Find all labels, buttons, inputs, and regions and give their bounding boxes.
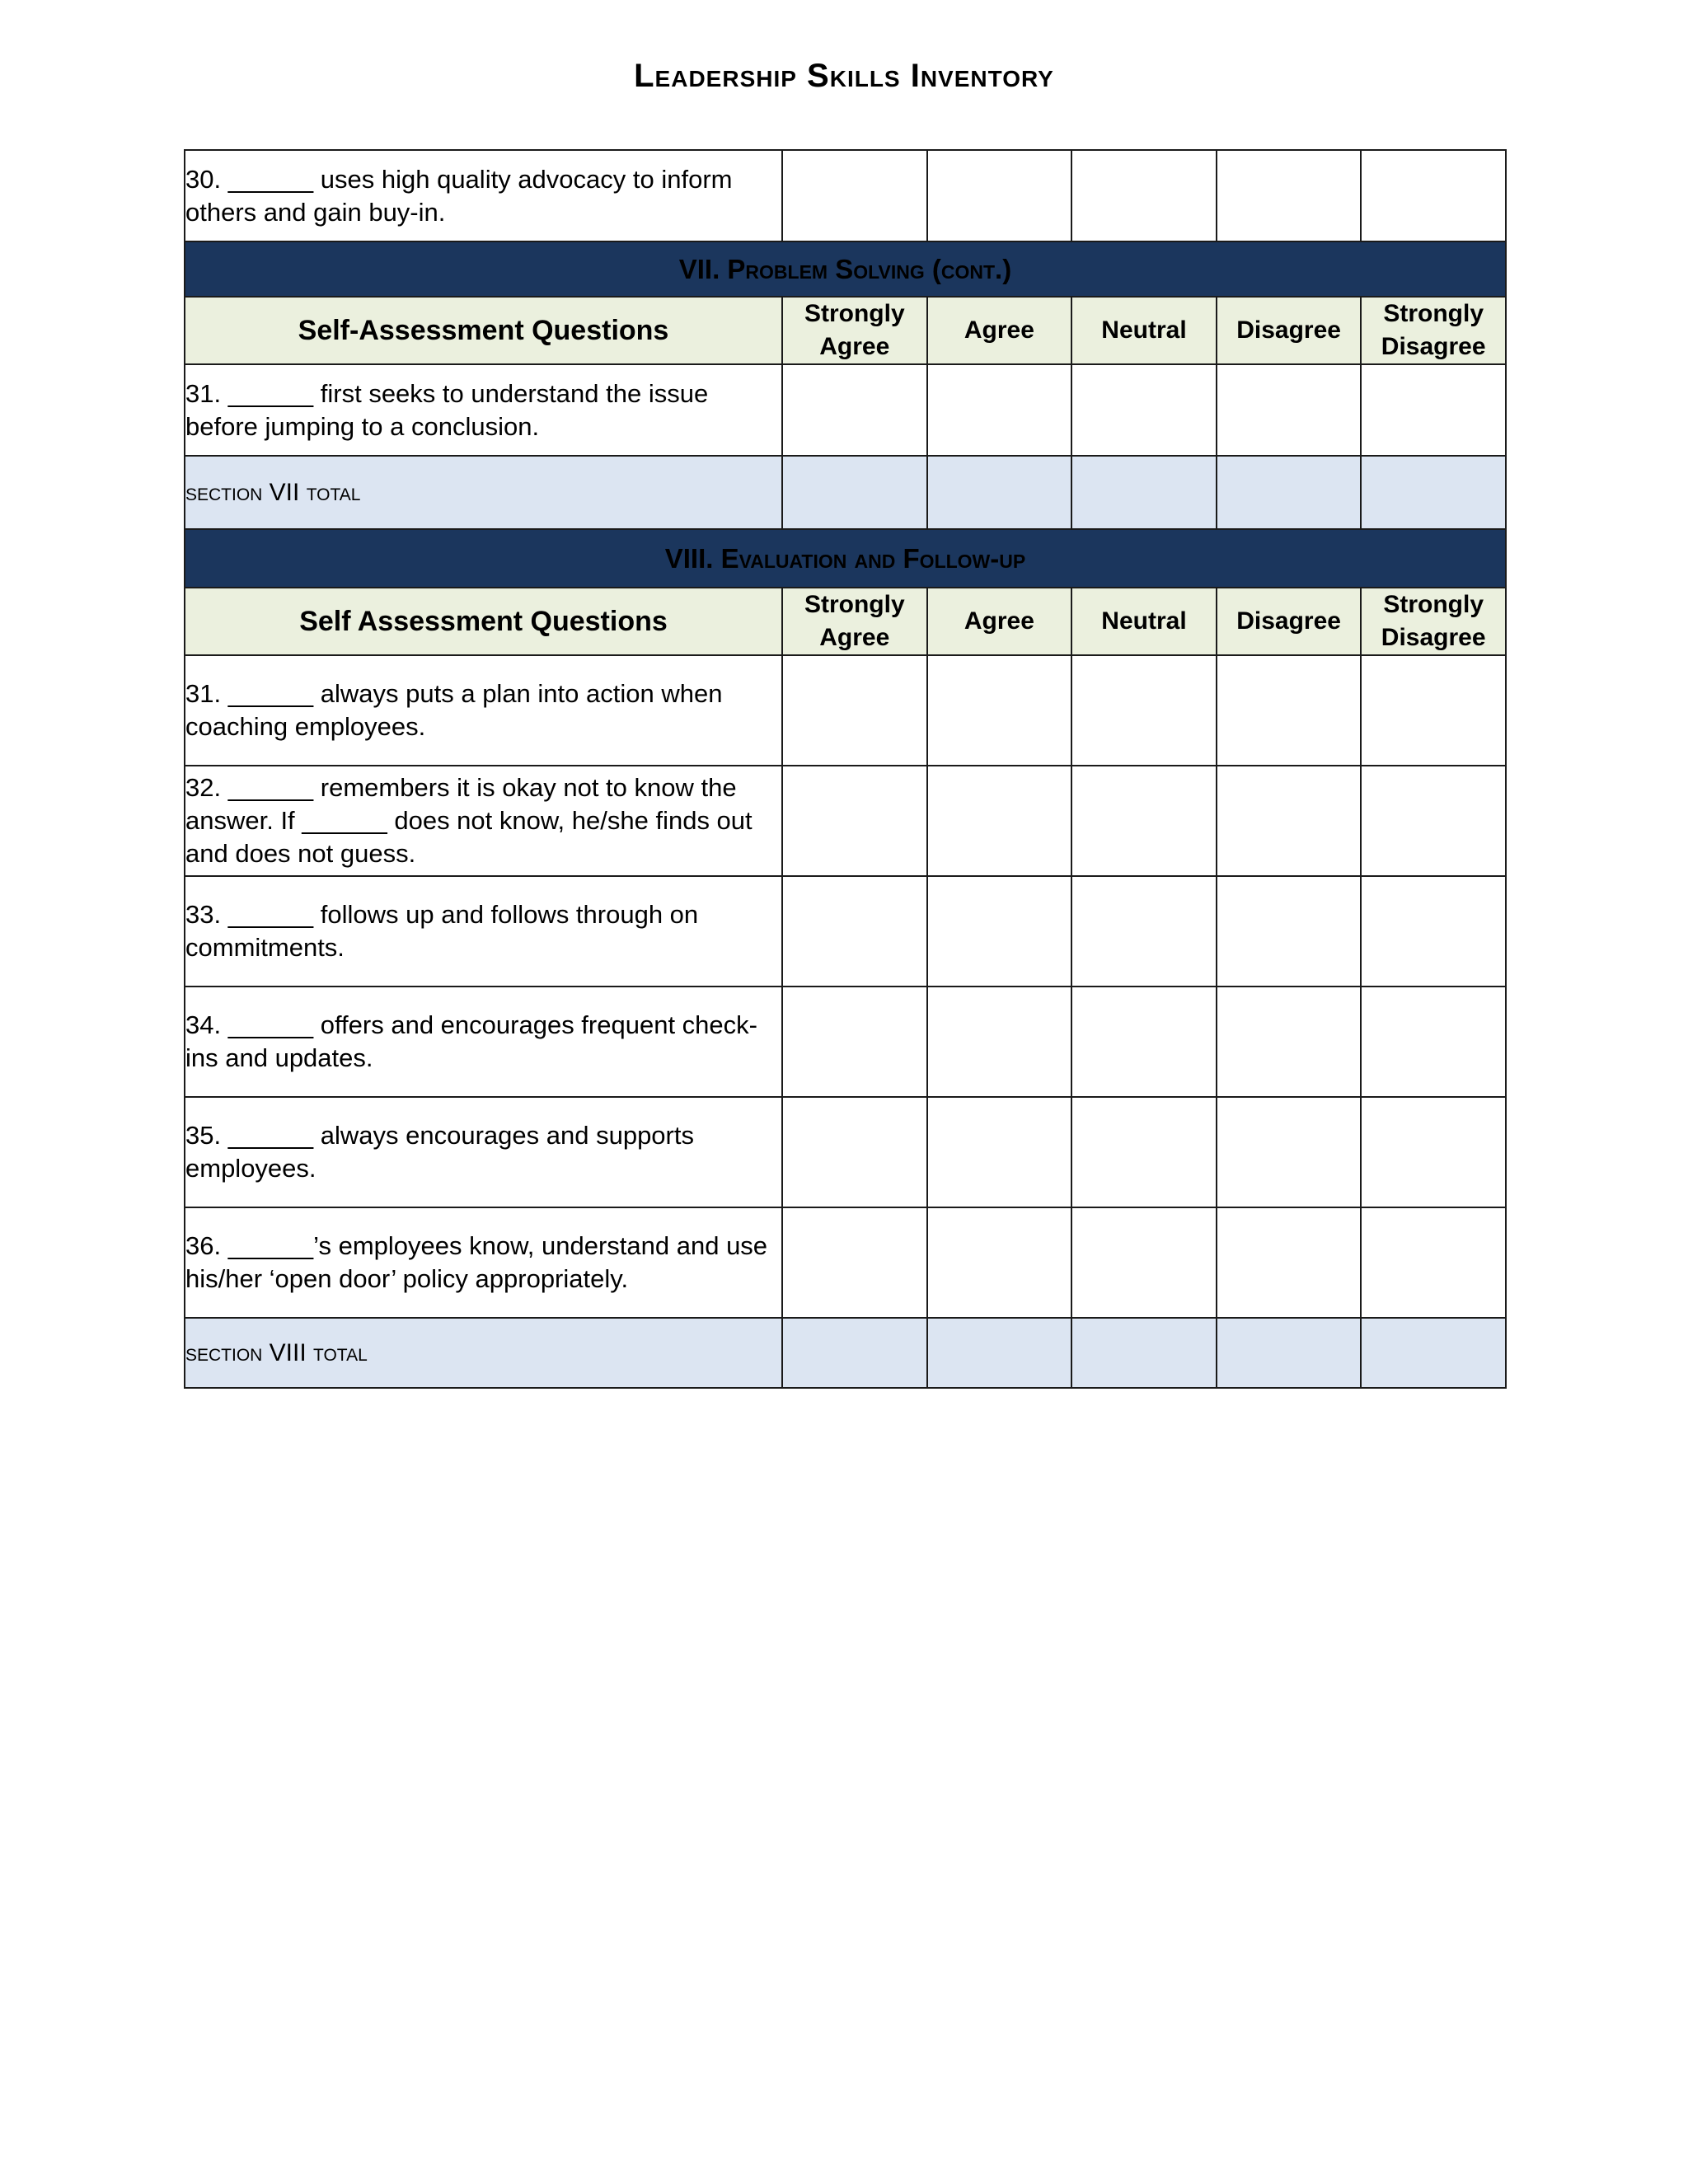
total-agree[interactable] bbox=[927, 456, 1072, 529]
total-disagree[interactable] bbox=[1217, 1318, 1362, 1388]
section-header-row bbox=[185, 241, 1506, 297]
response-strongly-disagree[interactable] bbox=[1361, 1207, 1506, 1318]
question-row bbox=[185, 364, 1506, 456]
response-neutral[interactable] bbox=[1071, 1097, 1217, 1207]
column-header-row bbox=[185, 297, 1506, 364]
column-header-neutral: Neutral bbox=[1071, 297, 1217, 364]
response-strongly-agree[interactable] bbox=[782, 766, 927, 876]
questions-column-header: Self-Assessment Questions bbox=[185, 297, 782, 364]
question-text: 31. ______ always puts a plan into action when coaching employees. bbox=[185, 655, 782, 766]
column-header-neutral: Neutral bbox=[1071, 588, 1217, 655]
total-strongly-agree[interactable] bbox=[782, 456, 927, 529]
section-total-row bbox=[185, 1318, 1506, 1388]
column-header-strongly-disagree: Strongly Disagree bbox=[1361, 297, 1506, 364]
response-neutral[interactable] bbox=[1071, 655, 1217, 766]
column-header-disagree: Disagree bbox=[1217, 588, 1362, 655]
question-row bbox=[185, 1097, 1506, 1207]
response-strongly-agree[interactable] bbox=[782, 987, 927, 1097]
response-neutral[interactable] bbox=[1071, 876, 1217, 987]
response-agree[interactable] bbox=[927, 876, 1072, 987]
response-strongly-disagree[interactable] bbox=[1361, 1097, 1506, 1207]
response-agree[interactable] bbox=[927, 150, 1072, 241]
response-disagree[interactable] bbox=[1217, 987, 1362, 1097]
question-row bbox=[185, 876, 1506, 987]
question-row bbox=[185, 1207, 1506, 1318]
section-viii-total-label: section VIII total bbox=[185, 1318, 782, 1388]
response-disagree[interactable] bbox=[1217, 766, 1362, 876]
section-total-row bbox=[185, 456, 1506, 529]
question-text: 30. ______ uses high quality advocacy to inform others and gain buy-in. bbox=[185, 150, 782, 241]
question-text: 33. ______ follows up and follows through on commitments. bbox=[185, 876, 782, 987]
total-disagree[interactable] bbox=[1217, 456, 1362, 529]
question-text: 35. ______ always encourages and supports employees. bbox=[185, 1097, 782, 1207]
response-neutral[interactable] bbox=[1071, 766, 1217, 876]
response-strongly-disagree[interactable] bbox=[1361, 364, 1506, 456]
section-vii-heading: VII. Problem Solving (cont.) bbox=[185, 241, 1506, 297]
response-strongly-agree[interactable] bbox=[782, 655, 927, 766]
column-header-strongly-disagree: Strongly Disagree bbox=[1361, 588, 1506, 655]
response-strongly-agree[interactable] bbox=[782, 1097, 927, 1207]
response-disagree[interactable] bbox=[1217, 1097, 1362, 1207]
question-row bbox=[185, 987, 1506, 1097]
questions-column-header: Self Assessment Questions bbox=[185, 588, 782, 655]
response-agree[interactable] bbox=[927, 987, 1072, 1097]
question-text: 34. ______ offers and encourages frequent check-ins and updates. bbox=[185, 987, 782, 1097]
section-header-row bbox=[185, 529, 1506, 588]
response-strongly-agree[interactable] bbox=[782, 364, 927, 456]
section-vii-total-label: section VII total bbox=[185, 456, 782, 529]
response-strongly-agree[interactable] bbox=[782, 150, 927, 241]
response-agree[interactable] bbox=[927, 1207, 1072, 1318]
total-agree[interactable] bbox=[927, 1318, 1072, 1388]
response-disagree[interactable] bbox=[1217, 364, 1362, 456]
question-text: 31. ______ first seeks to understand the issue before jumping to a conclusion. bbox=[185, 364, 782, 456]
response-strongly-disagree[interactable] bbox=[1361, 876, 1506, 987]
section-viii-heading: VIII. Evaluation and Follow-up bbox=[185, 529, 1506, 588]
question-text: 36. ______’s employees know, understand and use his/her ‘open door’ policy appropriately. bbox=[185, 1207, 782, 1318]
response-strongly-disagree[interactable] bbox=[1361, 987, 1506, 1097]
total-neutral[interactable] bbox=[1071, 456, 1217, 529]
page-title: Leadership Skills Inventory bbox=[634, 58, 1054, 94]
response-strongly-disagree[interactable] bbox=[1361, 150, 1506, 241]
total-strongly-agree[interactable] bbox=[782, 1318, 927, 1388]
total-strongly-disagree[interactable] bbox=[1361, 456, 1506, 529]
question-text: 32. ______ remembers it is okay not to know the answer. If ______ does not know, he/she finds out and does not guess. bbox=[185, 766, 782, 876]
response-disagree[interactable] bbox=[1217, 876, 1362, 987]
response-strongly-disagree[interactable] bbox=[1361, 655, 1506, 766]
response-neutral[interactable] bbox=[1071, 1207, 1217, 1318]
response-agree[interactable] bbox=[927, 364, 1072, 456]
response-disagree[interactable] bbox=[1217, 655, 1362, 766]
response-neutral[interactable] bbox=[1071, 987, 1217, 1097]
column-header-agree: Agree bbox=[927, 297, 1072, 364]
column-header-strongly-agree: Strongly Agree bbox=[782, 297, 927, 364]
response-disagree[interactable] bbox=[1217, 150, 1362, 241]
response-strongly-disagree[interactable] bbox=[1361, 766, 1506, 876]
response-neutral[interactable] bbox=[1071, 150, 1217, 241]
column-header-strongly-agree: Strongly Agree bbox=[782, 588, 927, 655]
response-agree[interactable] bbox=[927, 766, 1072, 876]
question-row bbox=[185, 766, 1506, 876]
response-strongly-agree[interactable] bbox=[782, 1207, 927, 1318]
response-agree[interactable] bbox=[927, 655, 1072, 766]
response-disagree[interactable] bbox=[1217, 1207, 1362, 1318]
response-strongly-agree[interactable] bbox=[782, 876, 927, 987]
column-header-disagree: Disagree bbox=[1217, 297, 1362, 364]
total-strongly-disagree[interactable] bbox=[1361, 1318, 1506, 1388]
question-row bbox=[185, 655, 1506, 766]
column-header-agree: Agree bbox=[927, 588, 1072, 655]
inventory-table bbox=[184, 149, 1507, 1389]
response-agree[interactable] bbox=[927, 1097, 1072, 1207]
response-neutral[interactable] bbox=[1071, 364, 1217, 456]
column-header-row bbox=[185, 588, 1506, 655]
total-neutral[interactable] bbox=[1071, 1318, 1217, 1388]
question-row bbox=[185, 150, 1506, 241]
